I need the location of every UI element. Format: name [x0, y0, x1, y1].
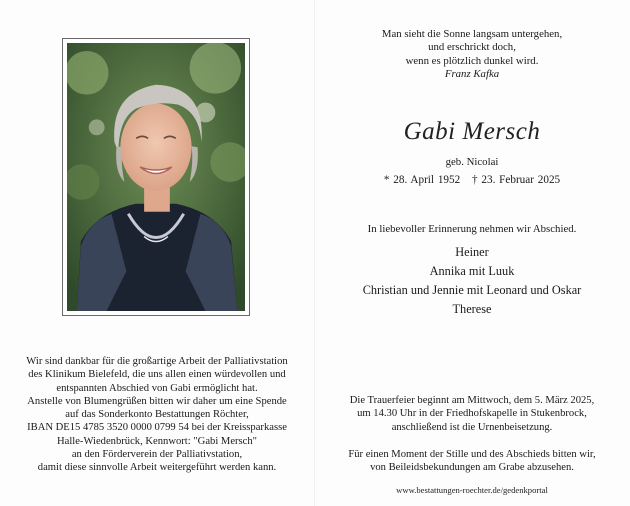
family-member: Therese	[452, 302, 492, 316]
quote-line: und erschrickt doch,	[428, 41, 516, 54]
quote-line: Man sieht die Sonne langsam untergehen,	[381, 28, 563, 40]
thanks-line: Wir sind dankbar für die großartige Arbeit der Palliativstation	[26, 356, 288, 367]
family-member: Heiner	[455, 245, 489, 259]
funeral-service-info	[322, 394, 622, 434]
silence-line: Für einen Moment der Stille und des Abschieds bitten wir,	[348, 449, 596, 460]
portrait-frame	[62, 38, 250, 316]
portrait-image	[67, 43, 245, 311]
service-line: anschließend ist die Urnenbeisetzung.	[391, 421, 553, 433]
kafka-quote	[322, 28, 622, 82]
thanks-line: Anstelle von Blumengrüßen bitten wir daher um eine Spende	[27, 395, 287, 407]
life-dates	[322, 174, 622, 186]
birth-name: geb. Nicolai	[445, 156, 499, 168]
silence-line: von Beileidsbekundungen am Grabe abzusehen.	[370, 462, 574, 474]
thanks-line: an den Förderverein der Palliativstation,	[71, 449, 243, 461]
family-member: Annika mit Luuk	[429, 264, 515, 278]
family-member: Christian und Jennie mit Leonard und Oskar	[362, 283, 582, 297]
farewell-text: In liebevoller Erinnerung nehmen wir Abschied.	[367, 223, 577, 235]
quote-author: Franz Kafka	[444, 68, 500, 81]
quote-line: wenn es plötzlich dunkel wird.	[405, 54, 539, 67]
condolence-request	[322, 448, 622, 475]
portrait-photo	[67, 43, 245, 311]
thanks-line: auf das Sonderkonto Bestattungen Röchter,	[65, 409, 249, 421]
birth-date: * 28. April 1952	[383, 174, 461, 186]
thanks-line: Halle-Wiedenbrück, Kennwort: "Gabi Mersch"	[56, 435, 258, 447]
death-date: † 23. Februar 2025	[472, 174, 561, 186]
thanks-and-donation-text	[10, 355, 304, 475]
thanks-line: des Klinikum Bielefeld, die uns allen einen würdevollen und	[28, 369, 286, 381]
memorial-website: www.bestattungen-roechter.de/gedenkportal	[396, 485, 548, 495]
card-fold	[314, 0, 315, 506]
service-line: um 14.30 Uhr in der Friedhofskapelle in Stukenbrock,	[357, 408, 587, 420]
family-list	[322, 243, 622, 319]
deceased-name: Gabi Mersch	[403, 118, 541, 145]
thanks-line: entspannten Abschied von Gabi ermöglicht hat.	[56, 382, 258, 394]
service-line: Die Trauerfeier beginnt am Mittwoch, dem 5. März 2025,	[349, 395, 595, 406]
thanks-line: IBAN DE15 4785 3520 0000 0799 54 bei der Kreissparkasse	[27, 422, 287, 434]
thanks-line: damit diese sinnvolle Arbeit weitergeführt werden kann.	[37, 462, 277, 474]
